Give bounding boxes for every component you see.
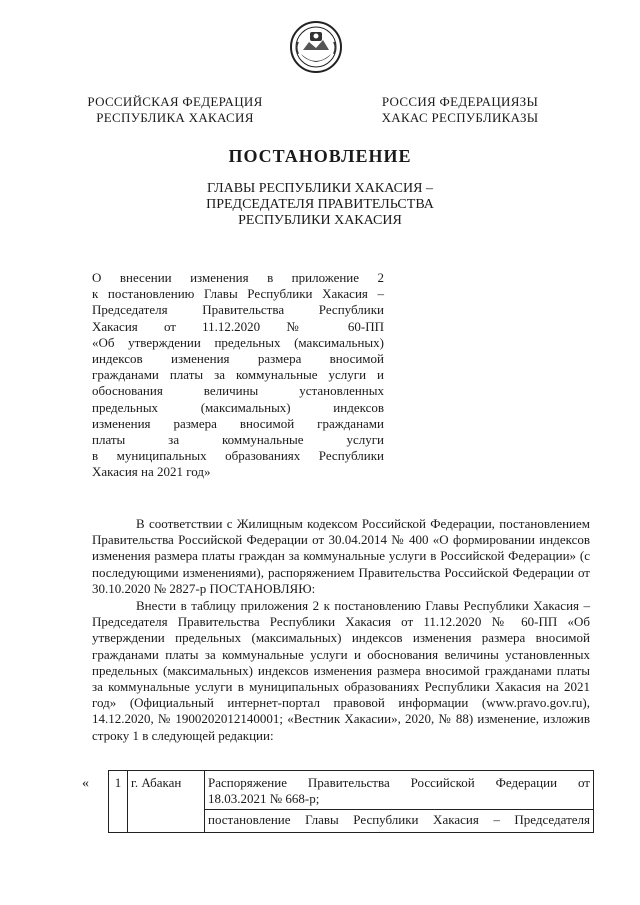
- body-paragraph-2: Внести в таблицу приложения 2 к постановлению Главы Республики Хакасия – Председателя Правительства Республики Хакасия от 11.12.2020 № 60-ПП «Об утверждении предельных (максимальных) индексов изменения размера вносимой гражданами платы за коммунальные услуги и обоснования величины установленных предельных (максимальных) индексов изменения размера вносимой гражданами платы за коммунальные услуги в муниципальных образованиях Республики Хакасия на 2021 год» (Официальный интернет-портал правовой информации (www.pravo.gov.ru), 14.12.2020, № 1900202012140001; «Вестник Хакасии», 2020, № 88) изменение, изложив строку 1 в следующей редакции:: [92, 598, 590, 743]
- subject-line: Председателя Правительства Республики: [92, 302, 384, 318]
- basis-line-3: постановление Главы Республики Хакасия – Председателя: [205, 809, 593, 828]
- table-row: [109, 771, 594, 833]
- header-right-line-2: ХАКАС РЕСПУБЛИКАЗЫ: [381, 110, 539, 125]
- header-left-line-2: РЕСПУБЛИКА ХАКАСИЯ: [96, 110, 254, 125]
- open-quote: «: [82, 776, 89, 791]
- header-left-line-1: РОССИЙСКАЯ ФЕДЕРАЦИЯ: [87, 94, 263, 109]
- subject-line: предельных (максимальных) индексов: [92, 399, 384, 415]
- document-subject: [92, 270, 384, 481]
- subject-line: индексов изменения размера вносимой: [92, 351, 384, 367]
- document-type: ПОСТАНОВЛЕНИЕ: [228, 146, 412, 166]
- header-right-line-1: РОССИЯ ФЕДЕРАЦИЯЗЫ: [381, 94, 539, 109]
- subject-line: к постановлению Главы Республики Хакасия –: [92, 286, 384, 302]
- subject-line: Хакасия на 2021 год»: [92, 464, 211, 480]
- coat-of-arms-emblem: [289, 20, 343, 74]
- subject-line: платы за коммунальные услуги: [92, 432, 384, 448]
- municipality-cell: г. Абакан: [128, 771, 205, 833]
- header-right: [370, 94, 550, 126]
- issuer-line-2: ПРЕДСЕДАТЕЛЯ ПРАВИТЕЛЬСТВА: [206, 197, 434, 212]
- subject-line: в муниципальных образованиях Республики: [92, 448, 384, 464]
- subject-line: изменения размера вносимой гражданами: [92, 415, 384, 431]
- header-left: [80, 94, 270, 126]
- issuer-line-3: РЕСПУБЛИКИ ХАКАСИЯ: [238, 213, 402, 228]
- amendment-table: [108, 770, 594, 833]
- subject-line: О внесении изменения в приложение 2: [92, 270, 384, 285]
- subject-line: обоснования величины установленных: [92, 383, 384, 399]
- row-number-cell: 1: [109, 771, 128, 833]
- basis-line-2: 18.03.2021 № 668-р;: [208, 791, 320, 806]
- document-body: [92, 516, 590, 744]
- basis-line-1: Распоряжение Правительства Российской Федерации от: [208, 775, 590, 790]
- basis-cell: [205, 771, 594, 833]
- subject-line: «Об утверждении предельных (максимальных): [92, 334, 384, 350]
- subject-line: гражданами платы за коммунальные услуги и: [92, 367, 384, 383]
- subject-line: Хакасия от 11.12.2020 № 60-ПП: [92, 318, 384, 334]
- document-issuer: [160, 181, 480, 229]
- body-paragraph-1: В соответствии с Жилищным кодексом Российской Федерации, постановлением Правительства Российской Федерации от 30.04.2014 № 400 «О формировании индексов изменения размера платы граждан за коммунальные услуги в Российской Федерации» (с последующими изменениями), распоряжением Правительства Российской Федерации от 30.10.2020 № 2827-р ПОСТАНОВЛЯЮ:: [92, 516, 590, 596]
- issuer-line-1: ГЛАВЫ РЕСПУБЛИКИ ХАКАСИЯ –: [207, 181, 433, 196]
